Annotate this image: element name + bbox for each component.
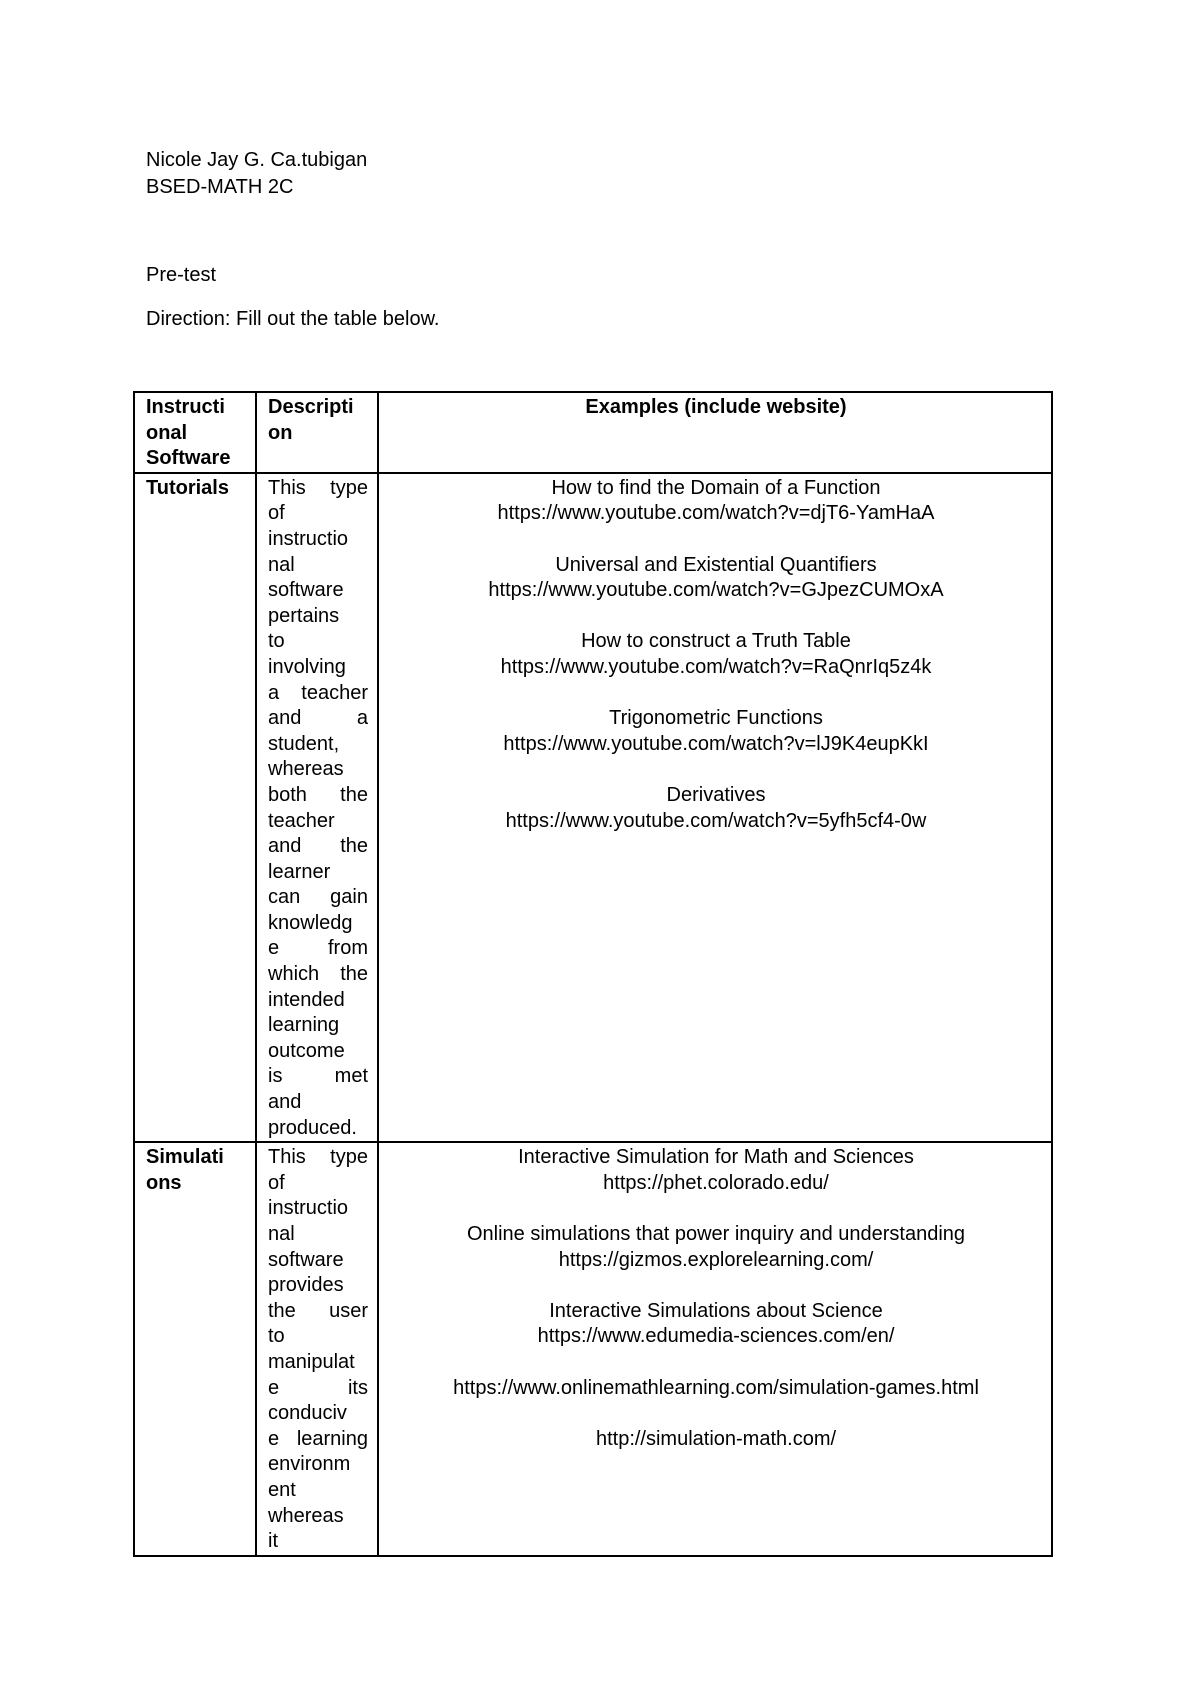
table-header-row — [134, 392, 1052, 473]
example-item — [390, 1299, 1042, 1350]
description-line: learner — [268, 860, 331, 883]
category-label: ons — [146, 1171, 182, 1194]
description-line: e learning — [268, 1427, 368, 1450]
description-line: outcome — [268, 1039, 345, 1062]
example-item — [390, 629, 1042, 680]
description-line: and a — [268, 707, 368, 730]
example-spacer — [390, 757, 1042, 783]
example-title: Derivatives — [666, 783, 766, 806]
example-item — [390, 1427, 1042, 1453]
table-row — [134, 1142, 1052, 1556]
student-name: Nicole Jay G. Ca.tubigan — [146, 149, 368, 171]
description-line: This type — [268, 1146, 368, 1169]
example-title: Online simulations that power inquiry and understanding — [466, 1223, 966, 1245]
example-spacer — [390, 1401, 1042, 1427]
example-url-link[interactable]: https://www.youtube.com/watch?v=5yfh5cf4-0w — [505, 809, 927, 832]
description-line: the user — [268, 1299, 368, 1322]
description-line: This type — [268, 476, 368, 499]
description-line: ent — [268, 1478, 296, 1501]
example-spacer — [390, 1350, 1042, 1376]
example-url-link[interactable]: https://www.youtube.com/watch?v=lJ9K4eupKkI — [503, 732, 929, 755]
header-instructional-software — [134, 392, 256, 473]
description-line: is met — [268, 1065, 368, 1088]
example-url-link[interactable]: https://www.edumedia-sciences.com/en/ — [537, 1325, 895, 1348]
example-spacer — [390, 681, 1042, 707]
description-line: which the — [268, 963, 368, 986]
header-description — [256, 392, 378, 473]
description-line: it — [268, 1530, 278, 1553]
example-item — [390, 1222, 1042, 1273]
example-spacer — [390, 1196, 1042, 1222]
category-label: Tutorials — [146, 476, 229, 499]
example-title: How to construct a Truth Table — [581, 630, 851, 653]
example-item — [390, 783, 1042, 834]
example-url-link[interactable]: https://www.youtube.com/watch?v=djT6-YamHaA — [497, 502, 935, 525]
description-line: involving — [268, 655, 346, 678]
test-title: Pre-test — [146, 264, 217, 286]
description-line: learning — [268, 1014, 340, 1037]
description-line: software — [268, 1248, 344, 1271]
description-line: e its — [268, 1376, 368, 1399]
examples-cell — [378, 473, 1052, 1142]
header-line: Software — [146, 447, 231, 470]
header-examples: Examples (include website) — [378, 392, 1052, 473]
category-label: Simulati — [146, 1146, 224, 1169]
category-cell — [134, 473, 256, 1142]
example-item — [390, 706, 1042, 757]
examples-cell — [378, 1142, 1052, 1556]
description-line: produced. — [268, 1116, 357, 1139]
description-line: teacher — [268, 809, 335, 832]
example-url-link[interactable]: http://simulation-math.com/ — [595, 1427, 837, 1450]
description-line: environm — [268, 1453, 351, 1476]
example-item — [390, 1145, 1042, 1196]
description-line: nal — [268, 1223, 295, 1245]
description-line: knowledg — [268, 911, 353, 934]
example-item — [390, 553, 1042, 604]
example-spacer — [390, 527, 1042, 553]
description-line: of — [268, 1171, 285, 1194]
description-line: nal — [268, 553, 295, 576]
example-url-link[interactable]: https://www.youtube.com/watch?v=GJpezCUMOxA — [488, 579, 944, 602]
header-line: Instructi — [146, 396, 225, 418]
description-line: pertains — [268, 604, 340, 627]
example-url-link[interactable]: https://www.youtube.com/watch?v=RaQnrIq5z4k — [500, 655, 932, 678]
example-item — [390, 1376, 1042, 1402]
example-spacer — [390, 1273, 1042, 1299]
instructional-software-table — [133, 391, 1053, 1557]
description-line: to — [268, 630, 285, 653]
description-line: e from — [268, 937, 368, 960]
example-url-link[interactable]: https://www.onlinemathlearning.com/simulation-games.html — [453, 1376, 979, 1399]
description-line: a teacher — [268, 681, 368, 704]
description-line: to — [268, 1325, 285, 1348]
header-line: on — [268, 421, 293, 444]
example-title: How to find the Domain of a Function — [551, 476, 881, 499]
description-line: and — [268, 1091, 302, 1114]
description-line: instructio — [268, 527, 349, 550]
description-cell — [256, 1142, 378, 1556]
example-url-link[interactable]: https://gizmos.explorelearning.com/ — [558, 1248, 874, 1271]
table-row — [134, 473, 1052, 1142]
description-line: manipulat — [268, 1350, 355, 1373]
example-spacer — [390, 604, 1042, 630]
direction-text: Direction: Fill out the table below. — [146, 308, 440, 330]
description-line: and the — [268, 835, 368, 858]
description-cell — [256, 473, 378, 1142]
description-line: whereas — [268, 1504, 344, 1527]
description-line: can gain — [268, 886, 368, 909]
example-title: Interactive Simulation for Math and Sciences — [518, 1146, 914, 1169]
description-line: intended — [268, 988, 345, 1011]
example-url-link[interactable]: https://phet.colorado.edu/ — [603, 1171, 829, 1194]
description-line: instructio — [268, 1197, 349, 1220]
example-title: Universal and Existential Quantifiers — [555, 553, 877, 576]
example-item — [390, 476, 1042, 527]
description-line: provides — [268, 1274, 344, 1297]
description-line: student, — [268, 732, 340, 755]
example-title: Interactive Simulations about Science — [549, 1299, 883, 1322]
description-line: software — [268, 579, 344, 602]
header-line: onal — [146, 421, 188, 444]
description-line: conduciv — [268, 1402, 347, 1425]
header-line: Descripti — [268, 396, 354, 418]
example-title: Trigonometric Functions — [609, 707, 823, 730]
description-line: whereas — [268, 758, 344, 781]
category-cell — [134, 1142, 256, 1556]
description-line: of — [268, 502, 285, 525]
description-line: both the — [268, 783, 368, 806]
course-section: BSED-MATH 2C — [146, 176, 294, 198]
